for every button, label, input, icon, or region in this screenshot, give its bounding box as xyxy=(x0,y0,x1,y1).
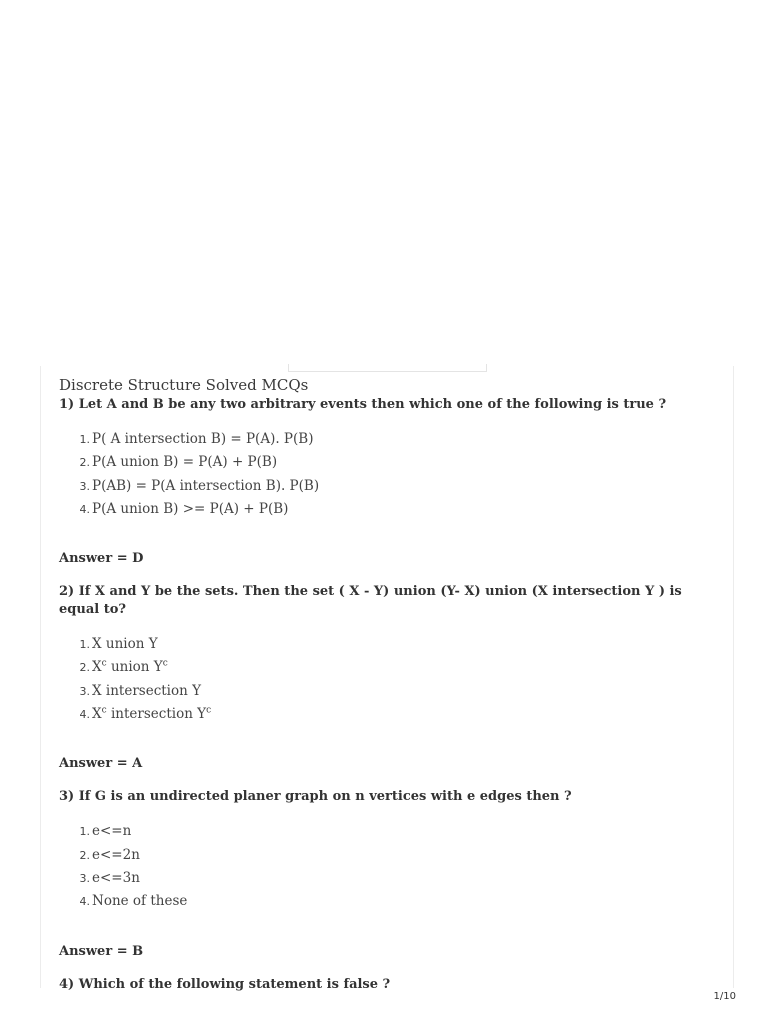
document-content xyxy=(59,376,719,994)
question-4: 4) Which of the following statement is false ? xyxy=(59,976,391,992)
list-item: 1. X union Y xyxy=(79,636,158,653)
question-3: 3) If G is an undirected planer graph on n vertices with e edges then ? xyxy=(59,789,572,805)
list-item: 2. P(A union B) = P(A) + P(B) xyxy=(79,454,278,471)
question-2-options xyxy=(59,633,719,726)
list-item: 4. P(A union B) >= P(A) + P(B) xyxy=(79,500,289,517)
page-number: 1/10 xyxy=(713,991,736,1002)
answer-2: Answer = A xyxy=(59,756,143,772)
list-item: 4. $X^c$ intersection $Y^c$ xyxy=(79,705,212,723)
question-1: 1) Let A and B be any two arbitrary events then which one of the following is true ? xyxy=(59,397,667,412)
question-3-options xyxy=(59,820,719,913)
list-item: 2. e<=2n xyxy=(79,846,140,863)
document-title: Discrete Structure Solved MCQs xyxy=(59,376,309,394)
question-1-options xyxy=(59,428,719,521)
list-item: 2. $X^c$ union $Y^c$ xyxy=(79,658,168,676)
list-item: 3. P(AB) = P(A intersection B). P(B) xyxy=(79,477,320,494)
list-item: 3. e<=3n xyxy=(79,869,140,886)
answer-1: Answer = D xyxy=(59,551,144,567)
list-item: 1. P( A intersection B) = P(A). P(B) xyxy=(79,431,314,447)
list-item: 4. None of these xyxy=(79,893,188,910)
answer-3: Answer = B xyxy=(59,943,144,959)
list-item: 3. X intersection Y xyxy=(79,682,202,699)
list-item: 1. e<=n xyxy=(79,823,132,840)
page-header-divider xyxy=(288,364,487,372)
question-2: 2) If X and Y be the sets. Then the set ( X - Y) union (Y- X) union (X intersection Y ) is equal to? xyxy=(59,584,682,618)
